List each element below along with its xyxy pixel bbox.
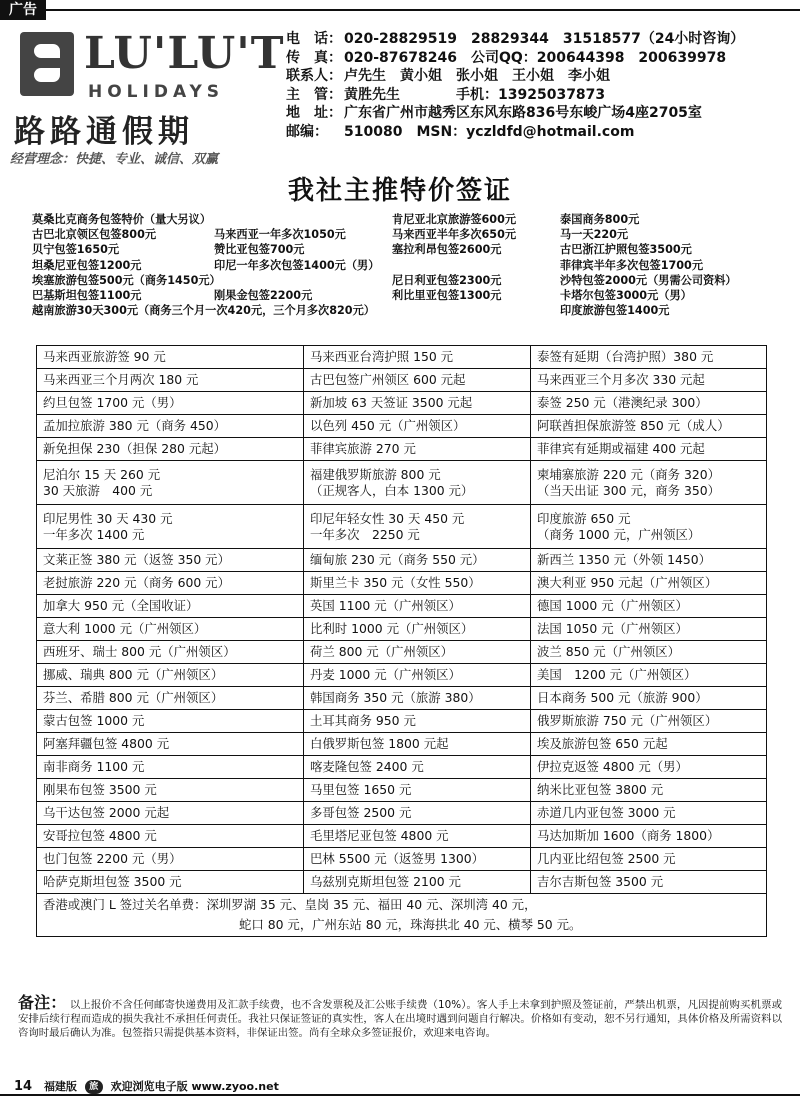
table-row: [37, 461, 767, 505]
promo-item: 尼日利亚包签2300元: [392, 273, 502, 287]
table-cell: 波兰 850 元（广州领区）: [531, 641, 767, 664]
cell-line: 一年多次 1400 元: [43, 526, 145, 542]
table-row: [37, 733, 767, 756]
table-cell: 西班牙、瑞士 800 元（广州领区）: [37, 641, 304, 664]
cell-line: （当天出证 300 元，商务 350）: [537, 482, 721, 498]
table-row: [37, 346, 767, 369]
contact-label: 主 管：: [286, 86, 342, 103]
table-cell: 加拿大 950 元（全国收证）: [37, 595, 304, 618]
table-cell: 斯里兰卡 350 元（女性 550）: [304, 572, 531, 595]
cell-line: 一年多次 2250 元: [310, 526, 420, 542]
table-cell: 泰签 250 元（港澳纪录 300）: [531, 392, 767, 415]
page-number: 14: [14, 1079, 33, 1094]
table-row-hk-macau: [37, 894, 767, 937]
company-logo: [10, 28, 285, 170]
table-row: [37, 779, 767, 802]
ad-tag: 广告: [0, 0, 46, 20]
table-cell: 马里包签 1650 元: [304, 779, 531, 802]
table-cell: 古巴包签广州领区 600 元起: [304, 369, 531, 392]
table-cell: 法国 1050 元（广州领区）: [531, 618, 767, 641]
contact-label: 邮编：: [286, 123, 328, 140]
contact-value: 广东省广州市越秀区东风东路836号东峻广场4座2705室: [344, 105, 702, 122]
table-cell: 菲律宾有延期或福建 400 元起: [531, 438, 767, 461]
table-cell: [37, 461, 304, 505]
promo-item: 马一天220元: [560, 228, 629, 242]
table-cell: 安哥拉包签 4800 元: [37, 825, 304, 848]
promo-item: 坦桑尼亚包签1200元: [32, 258, 142, 272]
table-row: [37, 871, 767, 894]
promo-item: 泰国商务800元: [560, 213, 640, 226]
table-cell: 马来西亚台湾护照 150 元: [304, 346, 531, 369]
table-cell: [304, 505, 531, 549]
promo-item: 印度旅游包签1400元: [560, 304, 670, 318]
table-cell: [531, 461, 767, 505]
table-cell: 蒙古包签 1000 元: [37, 710, 304, 733]
cell-line: 柬埔寨旅游 220 元（商务 320）: [537, 466, 721, 482]
contact-row: [286, 123, 744, 142]
promo-item: 巴基斯坦包签1100元: [32, 288, 142, 302]
table-cell: 芬兰、希腊 800 元（广州领区）: [37, 687, 304, 710]
table-row: [37, 618, 767, 641]
table-cell: 吉尔吉斯包签 3500 元: [531, 871, 767, 894]
table-cell: 比利时 1000 元（广州领区）: [304, 618, 531, 641]
table-row: [37, 549, 767, 572]
table-cell: [531, 505, 767, 549]
promo-item: 古巴北京领区包签800元: [32, 228, 157, 242]
contact-label: 地 址：: [286, 105, 342, 122]
table-cell: 泰签有延期（台湾护照）380 元: [531, 346, 767, 369]
promo-item: 塞拉利昂包签2600元: [392, 243, 502, 257]
table-cell: 意大利 1000 元（广州领区）: [37, 618, 304, 641]
table-cell: 喀麦隆包签 2400 元: [304, 756, 531, 779]
promo-item: 赞比亚包签700元: [214, 243, 305, 257]
contact-row: [286, 49, 744, 68]
contact-block: [286, 30, 744, 142]
table-row: [37, 825, 767, 848]
remarks-label: 备注：: [18, 993, 67, 1012]
table-cell: [37, 505, 304, 549]
table-row: [37, 595, 767, 618]
table-cell: 菲律宾旅游 270 元: [304, 438, 531, 461]
contact-label: 传 真：: [286, 49, 342, 66]
page-footer: [14, 1078, 279, 1094]
table-cell: 哈萨克斯坦包签 3500 元: [37, 871, 304, 894]
table-cell: 丹麦 1000 元（广州领区）: [304, 664, 531, 687]
table-cell: 澳大利亚 950 元起（广州领区）: [531, 572, 767, 595]
edition-label: 福建版: [43, 1080, 77, 1093]
bottom-rule: [0, 1094, 800, 1096]
table-cell: 俄罗斯旅游 750 元（广州领区）: [531, 710, 767, 733]
table-row: [37, 415, 767, 438]
contact-value: 黄胜先生 手机：13925037873: [344, 86, 606, 103]
logo-chinese-name: 路路通假期: [14, 114, 194, 150]
table-cell: 阿塞拜疆包签 4800 元: [37, 733, 304, 756]
table-cell: 缅甸旅 230 元（商务 550 元）: [304, 549, 531, 572]
business-slogan: 经营理念：快捷、专业、诚信、双赢: [10, 152, 219, 167]
cell-line: 印尼年轻女性 30 天 450 元: [310, 510, 465, 526]
table-cell: 日本商务 500 元（旅游 900）: [531, 687, 767, 710]
contact-label: 电 话：: [286, 31, 342, 47]
table-row: [37, 687, 767, 710]
price-table: [36, 345, 767, 937]
table-cell: 纳米比亚包签 3800 元: [531, 779, 767, 802]
promo-item: 刚果金包签2200元: [214, 288, 313, 302]
promo-item: 古巴浙江护照包签3500元: [560, 243, 692, 257]
table-cell: 埃及旅游包签 650 元起: [531, 733, 767, 756]
contact-row: [286, 86, 744, 105]
table-row: [37, 802, 767, 825]
remarks-text: 以上报价不含任何邮寄快递费用及汇款手续费，也不含发票税及汇公账手续费（10%）。客人手上未拿到护照及签证前，严禁出机票，凡因提前购买机票或安排后续行程而造成的损失我社不承担任何责任。我社只保证签证的真实性，客人在出境时遇到问题自行解决。价格如有变动，恕不另行通知，具体价格及所需资料以咨询时最后确认为准。包签指只需提供基本资料，非保证出签。尚有全球众多签证报价，欢迎来电咨询。: [18, 999, 782, 1039]
table-cell: 马来西亚三个月两次 180 元: [37, 369, 304, 392]
table-cell: 文莱正签 380 元（返签 350 元）: [37, 549, 304, 572]
contact-row: [286, 104, 744, 123]
promo-item: 莫桑比克商务包签特价（量大另议）: [32, 213, 212, 226]
hk-macau-line-2: 蛇口 80 元，广州东站 80 元，珠海拱北 40 元、横琴 50 元。: [239, 917, 582, 932]
table-cell: 挪威、瑞典 800 元（广州领区）: [37, 664, 304, 687]
table-row: [37, 848, 767, 871]
table-cell: 英国 1100 元（广州领区）: [304, 595, 531, 618]
table-cell: 白俄罗斯包签 1800 元起: [304, 733, 531, 756]
table-row: [37, 438, 767, 461]
table-row: [37, 369, 767, 392]
top-rule: [46, 9, 800, 11]
promo-item: 肯尼亚北京旅游签600元: [392, 213, 517, 226]
logo-subtitle: HOLIDAYS: [88, 82, 225, 102]
table-cell: 巴林 5500 元（返签男 1300）: [304, 848, 531, 871]
promo-item: 印尼一年多次包签1400元（男）: [214, 258, 380, 272]
contact-row: [286, 67, 744, 86]
table-cell: 乌兹别克斯坦包签 2100 元: [304, 871, 531, 894]
table-row: [37, 392, 767, 415]
cell-line: （商务 1000 元，广州领区）: [537, 526, 701, 542]
table-cell: 约旦包签 1700 元（男）: [37, 392, 304, 415]
table-cell: 几内亚比绍包签 2500 元: [531, 848, 767, 871]
table-cell: 土耳其商务 950 元: [304, 710, 531, 733]
table-row: [37, 664, 767, 687]
table-row: [37, 505, 767, 549]
contact-value: 020-87678246 公司QQ：200644398 200639978: [344, 49, 727, 66]
table-cell: 多哥包签 2500 元: [304, 802, 531, 825]
table-cell: 刚果布包签 3500 元: [37, 779, 304, 802]
table-cell: 美国 1200 元（广州领区）: [531, 664, 767, 687]
table-row: [37, 710, 767, 733]
cell-line: （正规客人，白本 1300 元）: [310, 482, 474, 498]
promo-item: 越南旅游30天300元（商务三个月一次420元，三个月多次820元）: [32, 304, 375, 318]
table-cell: 以色列 450 元（广州领区）: [304, 415, 531, 438]
remarks-note: [18, 993, 782, 1040]
table-cell: 韩国商务 350 元（旅游 380）: [304, 687, 531, 710]
hk-macau-line-1: 香港或澳门 L 签过关名单费：深圳罗湖 35 元、皇岗 35 元、福田 40 元、深圳湾 40 元，: [43, 897, 537, 912]
travel-badge-icon: 旅: [85, 1080, 103, 1094]
table-cell: 新西兰 1350 元（外领 1450）: [531, 549, 767, 572]
cell-line: 印度旅游 650 元: [537, 510, 631, 526]
cell-line: 福建俄罗斯旅游 800 元: [310, 466, 441, 482]
table-cell: 也门包签 2200 元（男）: [37, 848, 304, 871]
table-cell: 新免担保 230（担保 280 元起）: [37, 438, 304, 461]
table-cell: [304, 461, 531, 505]
logo-mark-icon: [20, 32, 74, 96]
table-cell: 老挝旅游 220 元（商务 600 元）: [37, 572, 304, 595]
cell-line: 印尼男性 30 天 430 元: [43, 510, 173, 526]
footer-website: 欢迎浏览电子版 www.zyoo.net: [110, 1080, 279, 1093]
contact-value: 510080 MSN：yczldfd@hotmail.com: [344, 123, 635, 140]
table-cell: 伊拉克返签 4800 元（男）: [531, 756, 767, 779]
promo-item: 贝宁包签1650元: [32, 243, 120, 257]
table-cell: 新加坡 63 天签证 3500 元起: [304, 392, 531, 415]
table-row: [37, 572, 767, 595]
table-cell: 马来西亚三个月多次 330 元起: [531, 369, 767, 392]
table-cell: 孟加拉旅游 380 元（商务 450）: [37, 415, 304, 438]
table-row: [37, 641, 767, 664]
table-cell: 马达加斯加 1600（商务 1800）: [531, 825, 767, 848]
cell-line: 30 天旅游 400 元: [43, 482, 153, 498]
promo-item: 马来西亚半年多次650元: [392, 228, 517, 242]
page-title: 我社主推特价签证: [287, 176, 512, 206]
promo-item: 菲律宾半年多次包签1700元: [560, 258, 704, 272]
promo-item: 马来西亚一年多次1050元: [214, 228, 346, 242]
contact-row: [286, 30, 744, 49]
table-cell: 马来西亚旅游签 90 元: [37, 346, 304, 369]
promo-item: 沙特包签2000元（男需公司资料）: [560, 273, 737, 287]
table-cell: 乌干达包签 2000 元起: [37, 802, 304, 825]
table-row: [37, 756, 767, 779]
table-cell: 荷兰 800 元（广州领区）: [304, 641, 531, 664]
contact-label: 联系人：: [286, 68, 342, 85]
promo-item: 利比里亚包签1300元: [392, 288, 502, 302]
logo-brand: LU'LU'T: [84, 28, 285, 79]
promo-item: 埃塞旅游包签500元（商务1450元）: [32, 273, 221, 287]
promo-item: 卡塔尔包签3000元（男）: [560, 288, 692, 302]
table-cell: 毛里塔尼亚包签 4800 元: [304, 825, 531, 848]
hk-macau-fees: [37, 894, 767, 937]
table-cell: 阿联酋担保旅游签 850 元（成人）: [531, 415, 767, 438]
contact-value: 020-28829519 28829344 31518577（24小时咨询）: [344, 31, 745, 47]
table-cell: 南非商务 1100 元: [37, 756, 304, 779]
table-cell: 德国 1000 元（广州领区）: [531, 595, 767, 618]
cell-line: 尼泊尔 15 天 260 元: [43, 466, 161, 482]
table-cell: 赤道几内亚包签 3000 元: [531, 802, 767, 825]
contact-value: 卢先生 黄小姐 张小姐 王小姐 李小姐: [344, 68, 610, 85]
